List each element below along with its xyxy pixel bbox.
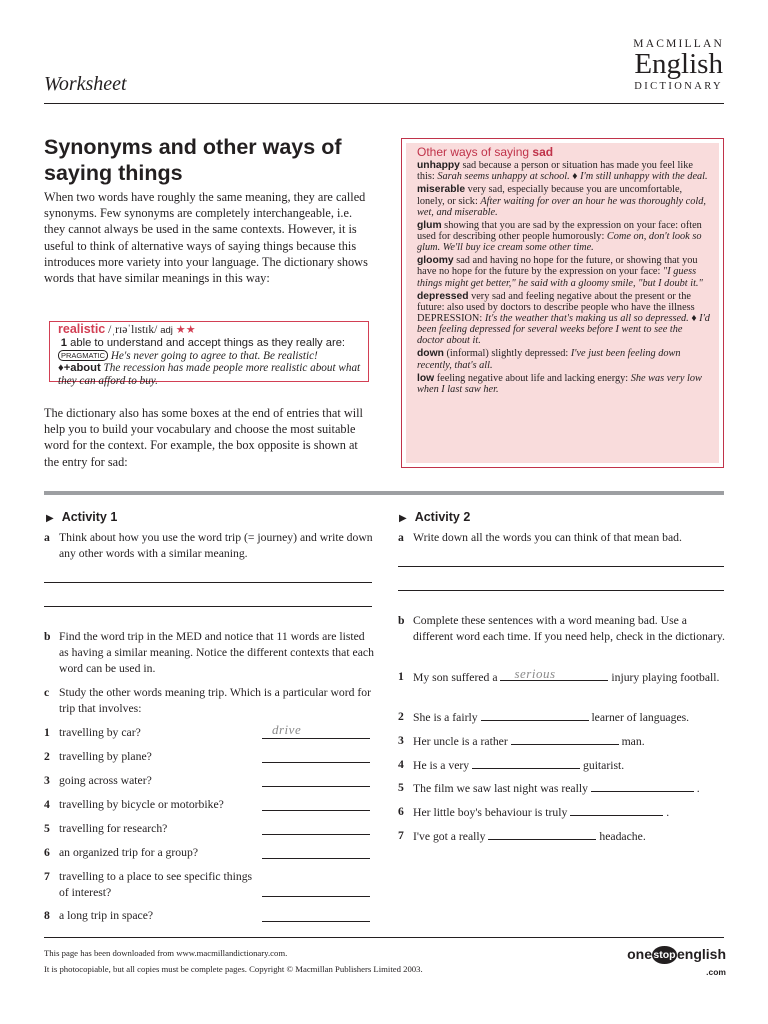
item-text: an organized trip for a group? (59, 846, 199, 859)
answer-blank[interactable] (262, 810, 370, 811)
footer-line1: This page has been downloaded from www.macmillandictionary.com. (44, 948, 288, 958)
definition-example: After waiting for over an hour he was thoroughly cold, wet, and miserable. (417, 195, 706, 218)
activity2-item (398, 733, 726, 750)
intro-paragraph: When two words have roughly the same meaning, they are called synonyms. Few synonyms are completely interchangeable, i.e. they cannot always be used in the same contexts. However, it is useful to think of alternative ways of saying things because this introduces more variety into your language. The dictionary shows words that have similar meanings in this way: (44, 190, 368, 286)
item-number: 4 (398, 758, 404, 771)
entry-example1: He's never going to agree to that. Be realistic! (108, 349, 318, 362)
definition-example: I've just been feeling down recently, that's all. (417, 348, 681, 371)
sentence-start: Her little boy's behaviour is truly (413, 806, 571, 819)
activity1-heading-text: Activity 1 (61, 510, 118, 524)
section-divider (44, 491, 724, 495)
activity1-a-text: Think about how you use the word trip (= journey) and write down any other words with a similar meaning. (59, 531, 373, 560)
definition-word: miserable (417, 184, 466, 196)
definition-word: unhappy (417, 160, 460, 172)
activity1-item (44, 773, 259, 789)
entry-headword: realistic (58, 322, 106, 336)
logo-line2: English (634, 48, 723, 80)
definition-word: gloomy (417, 255, 454, 267)
answer-line[interactable] (44, 582, 372, 583)
definition-text: showing that you are sad by the expression on your face: often used for describing other people humorously: (417, 219, 702, 243)
entry-pronunciation: /ˌrɪəˈlɪstɪk/ (105, 324, 161, 336)
other-ways-heading (417, 147, 711, 158)
sentence-start: Her uncle is a rather (413, 735, 511, 748)
page-title: Synonyms and other ways of saying things (44, 135, 342, 185)
answer-blank[interactable] (500, 666, 608, 681)
osl-english: english (676, 946, 726, 962)
definition-text: very sad, especially because you are uncomfortable, lonely, or sick: (417, 184, 683, 207)
item-number: 3 (398, 734, 404, 747)
logo-line3: DICTIONARY (634, 81, 724, 92)
activity2-a (398, 530, 728, 546)
entry-frequency-stars: ★★ (175, 324, 196, 336)
answer-blank[interactable] (262, 858, 370, 859)
sentence-end: headache. (596, 830, 646, 843)
sentence-end: injury playing football. (608, 671, 720, 684)
entry-example2: The recession has made people more realistic about what they can afford to buy. (58, 362, 361, 387)
activity2-item (398, 666, 726, 686)
item-number: 4 (44, 798, 50, 811)
other-ways-box-content (406, 143, 719, 463)
definition-word: glum (417, 219, 442, 231)
worksheet-label: Worksheet (44, 73, 127, 95)
answer-line[interactable] (398, 566, 724, 567)
sentence (398, 804, 726, 821)
activity2-item (398, 780, 726, 797)
onestopenglish-logo (627, 946, 726, 979)
other-ways-box (401, 138, 724, 468)
answer-blank[interactable] (262, 896, 370, 897)
item-number: 6 (398, 805, 404, 818)
item-text: travelling by car? (59, 726, 141, 739)
activity1-item (44, 908, 259, 924)
entry-sense-text: able to understand and accept things as they really are: (67, 337, 346, 350)
answer-blank[interactable] (488, 828, 596, 840)
activity1-item (44, 749, 259, 765)
answer-blank[interactable] (262, 762, 370, 763)
activity2-b-label: b (398, 614, 405, 627)
activity2-a-label: a (398, 531, 404, 544)
item-number: 5 (398, 781, 404, 794)
definition-glum (417, 220, 711, 254)
answer-blank[interactable] (591, 780, 694, 792)
item-text: travelling by bicycle or motorbike? (59, 798, 224, 811)
sentence-start: I've got a really (413, 830, 489, 843)
sentence (398, 733, 726, 750)
answer-line[interactable] (398, 590, 724, 591)
activity1-item (44, 845, 259, 861)
definition-text: (informal) slightly depressed: (443, 348, 571, 360)
footer-line2: It is photocopiable, but all copies must be complete pages. Copyright © Macmillan Publishers Limited 2003. (44, 964, 423, 974)
sentence-start: The film we saw last night was really (413, 782, 591, 795)
handwritten-answer: serious (514, 666, 556, 681)
activity2-b (398, 613, 728, 645)
definition-text: very sad and feeling negative about the present or the future: also used by doctors to describe people who have the illness DEPRESSION: (417, 290, 695, 325)
definition-miserable (417, 184, 711, 218)
activity1-item (44, 797, 259, 813)
entry-pos: adj (160, 325, 173, 336)
sentence-end: guitarist. (580, 759, 625, 772)
activity2-heading (399, 510, 470, 524)
item-number: 2 (44, 750, 50, 763)
sentence (398, 666, 726, 686)
activity1-item (44, 725, 259, 741)
definition-example: She was very low when I last saw her. (417, 372, 702, 395)
osl-one: one (627, 946, 652, 962)
sentence (398, 709, 726, 726)
answer-blank[interactable] (262, 921, 370, 922)
footer-rule (44, 937, 724, 938)
item-number: 1 (44, 726, 50, 739)
item-text: a long trip in space? (59, 909, 154, 922)
activity1-item (44, 869, 259, 901)
sentence (398, 828, 726, 845)
definition-text: sad because a person or situation has made you feel like this: (417, 160, 693, 183)
activity1-c (44, 685, 374, 717)
logo-line1: MACMILLAN (633, 38, 724, 50)
activity1-a (44, 530, 374, 562)
definition-word: low (417, 372, 435, 384)
answer-blank[interactable] (262, 786, 370, 787)
triangle-icon: ▶ (399, 513, 407, 524)
definition-example: Come on, don't look so glum. We'll buy ice cream some other time. (417, 231, 702, 254)
definition-example: "I guess things might get better," he said with a gloomy smile, "but I doubt it." (417, 266, 703, 289)
answer-line[interactable] (44, 606, 372, 607)
definition-example: It's the weather that's making us all so depressed. ♦ I'd been feeling depressed for several weeks before I went to see the doctor about it. (417, 313, 710, 347)
item-number: 8 (44, 909, 50, 922)
activity1-heading (46, 510, 117, 524)
definition-example: Sarah seems unhappy at school. ♦ I'm still unhappy with the deal. (437, 171, 708, 183)
osl-stop: stop (652, 946, 677, 964)
macmillan-logo (633, 38, 724, 92)
activity2-item (398, 709, 726, 726)
item-number: 6 (44, 846, 50, 859)
answer-blank[interactable] (481, 709, 589, 721)
definition-gloomy (417, 255, 711, 289)
answer-blank[interactable] (262, 738, 370, 739)
activity1-a-label: a (44, 531, 50, 544)
item-number: 7 (44, 870, 50, 883)
activity1-b-label: b (44, 630, 51, 643)
sentence-start: My son suffered a (413, 671, 501, 684)
header-rule (44, 103, 724, 104)
answer-blank[interactable] (262, 834, 370, 835)
definition-down (417, 348, 711, 370)
answer-blank[interactable] (511, 733, 619, 745)
item-number: 7 (398, 829, 404, 842)
definition-low (417, 373, 711, 395)
handwritten-answer: drive (272, 722, 302, 737)
definition-depressed (417, 291, 711, 347)
item-number: 1 (398, 670, 404, 683)
intro2-text: The dictionary also has some boxes at the end of entries that will help you to build your vocabulary and choose the most suitable word for the context. For example, the box opposite is shown at the entry for sad: (44, 406, 363, 469)
answer-blank[interactable] (472, 757, 580, 769)
answer-blank[interactable] (570, 804, 663, 816)
activity2-b-text: Complete these sentences with a word meaning bad. Use a different word each time. If you need help, check in the dictionary. (413, 614, 725, 643)
heading-prefix: Other ways of saying (417, 145, 533, 159)
heading-word: sad (532, 145, 554, 159)
entry-about-marker: ♦+about (58, 362, 101, 375)
item-text: travelling for research? (59, 822, 168, 835)
activity1-c-text: Study the other words meaning trip. Which is a particular word for trip that involves: (59, 686, 372, 715)
activity2-item (398, 757, 726, 774)
item-text: travelling by plane? (59, 750, 152, 763)
sentence-end: man. (618, 735, 645, 748)
item-number: 5 (44, 822, 50, 835)
activity2-item (398, 804, 726, 821)
sentence-end: learner of languages. (588, 711, 690, 724)
item-number: 3 (44, 774, 50, 787)
activity1-b-text: Find the word trip in the MED and notice that 11 words are listed as having a similar meaning. Notice the different contexts that each word can be used in. (59, 630, 374, 675)
triangle-icon: ▶ (46, 513, 54, 524)
activity2-heading-text: Activity 2 (414, 510, 471, 524)
definition-text: feeling negative about life and lacking energy: (434, 372, 631, 384)
definition-text: sad and having no hope for the future, or showing that you have no hope for the future by the expression on your face: (417, 255, 698, 278)
definition-word: depressed (417, 290, 469, 302)
intro-paragraph-2 (44, 405, 366, 470)
activity1-item (44, 821, 259, 837)
sentence (398, 757, 726, 774)
activity1-b (44, 629, 374, 677)
definition-unhappy (417, 160, 711, 182)
sentence-end: . (663, 806, 670, 819)
item-number: 2 (398, 710, 404, 723)
sentence (398, 780, 726, 797)
sentence-end: . (693, 782, 700, 795)
sentence-start: She is a fairly (413, 711, 481, 724)
activity1-c-label: c (44, 686, 50, 699)
definition-word: down (417, 348, 444, 360)
sentence-start: He is a very (413, 759, 473, 772)
entry-pragmatic-label: PRAGMATIC (58, 350, 108, 361)
entry-sense-number: 1 (60, 337, 68, 350)
item-text: travelling to a place to see specific things of interest? (59, 870, 253, 899)
activity2-item (398, 828, 726, 845)
osl-com: .com (706, 967, 726, 977)
dictionary-entry-example (49, 321, 369, 387)
item-text: going across water? (59, 774, 152, 787)
activity2-a-text: Write down all the words you can think of that mean bad. (413, 531, 682, 544)
